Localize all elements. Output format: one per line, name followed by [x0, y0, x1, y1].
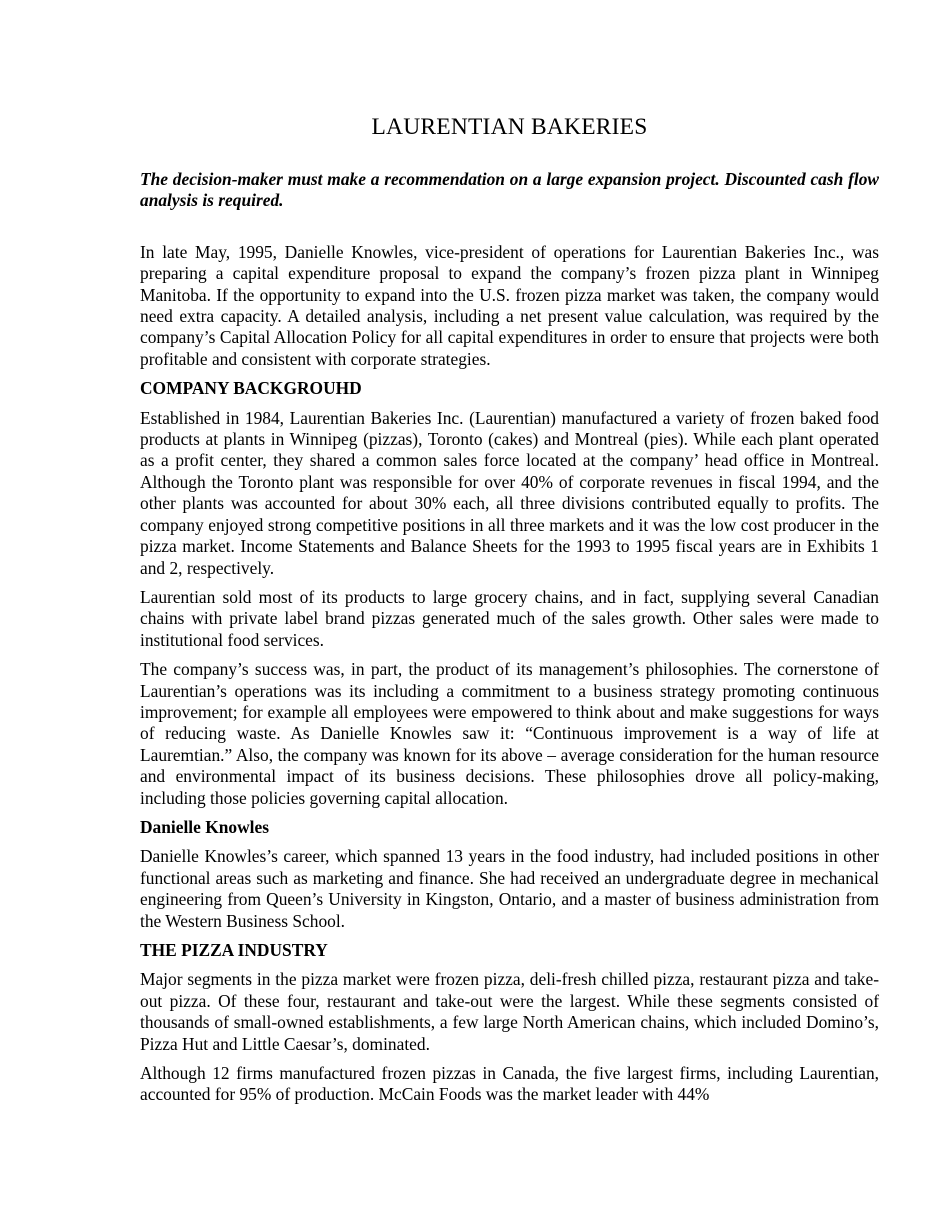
body-paragraph: Although 12 firms manufactured frozen pizzas in Canada, the five largest firms, including Laurentian, accounted for 95% of production. McCain Foods was the market leader with 44%: [140, 1063, 879, 1105]
lead-summary: The decision-maker must make a recommendation on a large expansion project. Discounted cash flow analysis is required.: [140, 169, 879, 211]
body-paragraph: Laurentian sold most of its products to large grocery chains, and in fact, supplying several Canadian chains with private label brand pizzas generated much of the sales growth. Other sales were made to institutional food services.: [140, 586, 879, 650]
document-title: LAURENTIAN BAKERIES: [371, 114, 648, 140]
body-paragraph: The company’s success was, in part, the product of its management’s philosophies. The cornerstone of Laurentian’s operations was its including a commitment to a business strategy promoting continuous improvement; for example all employees were empowered to think about and make suggestions for ways of reducing waste. As Danielle Knowles saw it: “Continuous improvement is a way of life at Lauremtian.” Also, the company was known for its above – average consideration for the human resource and environmental impact of its business decisions. These philosophies drove all policy-making, including those policies governing capital allocation.: [140, 659, 879, 808]
section-heading-danielle-knowles: Danielle Knowles: [140, 816, 269, 837]
intro-paragraph: In late May, 1995, Danielle Knowles, vice-president of operations for Laurentian Bakeries Inc., was preparing a capital expenditure proposal to expand the company’s frozen pizza plant in Winnipeg Manitoba. If the opportunity to expand into the U.S. frozen pizza market was taken, the company would need extra capacity. A detailed analysis, including a net present value calculation, was required by the company’s Capital Allocation Policy for all capital expenditures in order to ensure that projects were both profitable and consistent with corporate strategies.: [140, 241, 879, 369]
document-page: [140, 113, 879, 1114]
section-heading-pizza-industry: THE PIZZA INDUSTRY: [140, 940, 328, 960]
section-heading-company-background: COMPANY BACKGROUHD: [140, 378, 362, 399]
body-paragraph: Danielle Knowles’s career, which spanned 13 years in the food industry, had included positions in other functional areas such as marketing and finance. She had received an undergraduate degree in mechanical engineering from Queen’s University in Kingston, Ontario, and a master of business administration from the Western Business School.: [140, 846, 879, 931]
body-paragraph: Established in 1984, Laurentian Bakeries Inc. (Laurentian) manufactured a variety of frozen baked food products at plants in Winnipeg (pizzas), Toronto (cakes) and Montreal (pies). While each plant operated as a profit center, they shared a common sales force located at the company’ head office in Montreal. Although the Toronto plant was responsible for over 40% of corporate revenues in fiscal 1994, and the other plants was accounted for about 30% each, all three divisions contributed equally to profits. The company enjoyed strong competitive positions in all three markets and it was the low cost producer in the pizza market. Income Statements and Balance Sheets for the 1993 to 1995 fiscal years are in Exhibits 1 and 2, respectively.: [140, 407, 879, 578]
body-paragraph: Major segments in the pizza market were frozen pizza, deli-fresh chilled pizza, restaurant pizza and take-out pizza. Of these four, restaurant and take-out were the largest. While these segments consisted of thousands of small-owned establishments, a few large North American chains, which included Domino’s, Pizza Hut and Little Caesar’s, dominated.: [140, 969, 879, 1054]
